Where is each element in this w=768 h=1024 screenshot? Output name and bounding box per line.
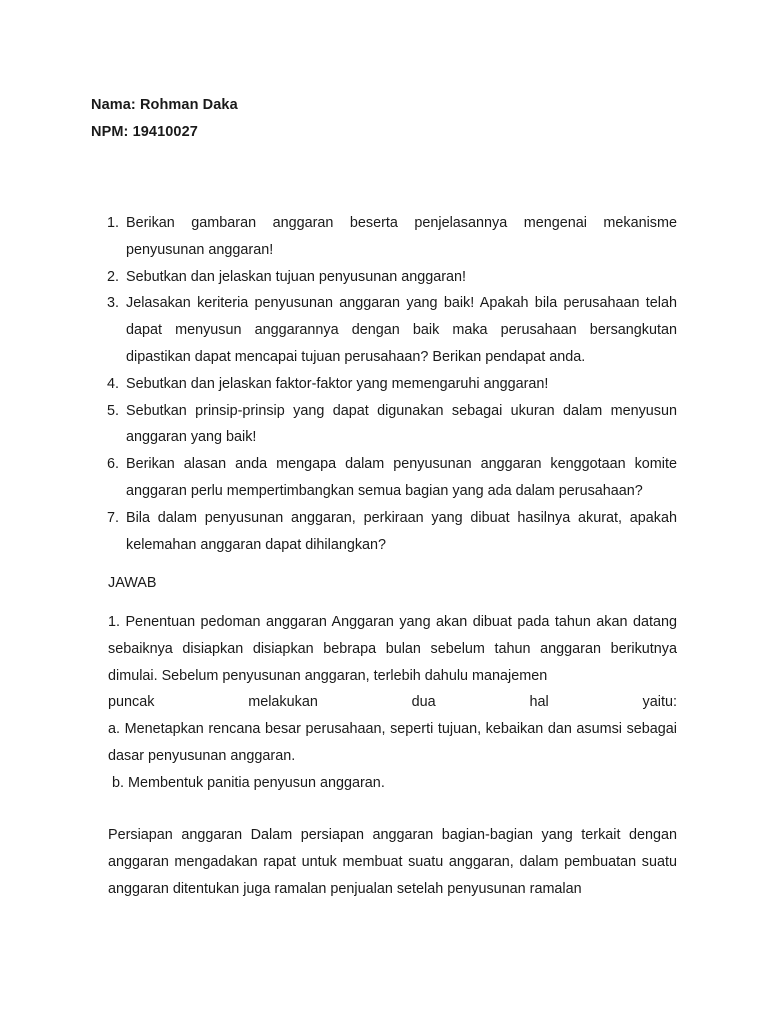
answer-1-point-a: a. Menetapkan rencana besar perusahaan, seperti tujuan, kebaikan dan asumsi sebagai dasar penyusunan anggaran. [108,721,677,764]
answer-1-spread-line [108,689,677,716]
question-item [107,210,677,264]
answer-heading: JAWAB [108,575,157,591]
question-text: Berikan alasan anda mengapa dalam penyusunan anggaran kenggotaan komite anggaran perlu mempertimbangkan semua bagian yang ada dalam perusahaan? [126,456,677,499]
answer-1-text: 1. Penentuan pedoman anggaran Anggaran yang akan dibuat pada tahun akan datang sebaiknya disiapkan disiapkan bebrapa bulan sebelum tahun anggaran berikutnya dimulai. Sebelum penyusunan anggaran, terlebih dahulu manajemen [108,614,677,684]
question-text: Sebutkan dan jelaskan tujuan penyusunan anggaran! [126,268,467,285]
question-item [107,371,677,398]
question-text: Sebutkan dan jelaskan faktor-faktor yang memengaruhi anggaran! [126,375,549,392]
question-list [107,210,677,558]
question-number: 1. [107,215,120,231]
question-item [107,451,677,505]
student-npm: NPM: 19410027 [91,124,198,140]
question-number: 4. [107,375,120,392]
answer-paragraph-2: Persiapan anggaran Dalam persiapan anggaran bagian-bagian yang terkait dengan anggaran mengadakan rapat untuk membuat suatu anggaran, dalam pembuatan suatu anggaran ditentukan juga ramalan penjualan setelah penyusunan ramalan [108,827,677,897]
question-item [107,398,677,452]
question-text: Sebutkan prinsip-prinsip yang dapat digunakan sebagai ukuran dalam menyusun anggaran yang baik! [126,402,677,446]
spread-word: puncak [108,694,155,711]
spread-word: hal [529,694,549,711]
student-name: Nama: Rohman Daka [91,97,238,113]
question-number: 7. [107,509,120,526]
question-item [107,264,677,291]
question-number: 6. [107,456,120,473]
student-header [91,92,238,146]
question-number: 2. [107,268,120,285]
question-text: Berikan gambaran anggaran beserta penjelasannya mengenai mekanisme penyusunan anggaran! [126,215,677,258]
question-item [107,505,677,559]
question-number: 5. [107,402,120,419]
spread-word: melakukan [248,694,318,711]
question-text: Jelasakan keriteria penyusunan anggaran yang baik! Apakah bila perusahaan telah dapat menyusun anggarannya dengan baik maka perusahaan bersangkutan dipastikan dapat mencapai tujuan perusahaan? Berikan pendapat anda. [126,295,677,365]
question-text: Bila dalam penyusunan anggaran, perkiraan yang dibuat hasilnya akurat, apakah kelemahan anggaran dapat dihilangkan? [126,509,677,553]
question-item [107,290,677,370]
answer-paragraph-1 [108,609,677,797]
answer-1-point-b: b. Membentuk panitia penyusun anggaran. [112,774,385,791]
spread-word: yaitu: [642,694,677,711]
spread-word: dua [411,694,436,711]
question-number: 3. [107,295,120,312]
